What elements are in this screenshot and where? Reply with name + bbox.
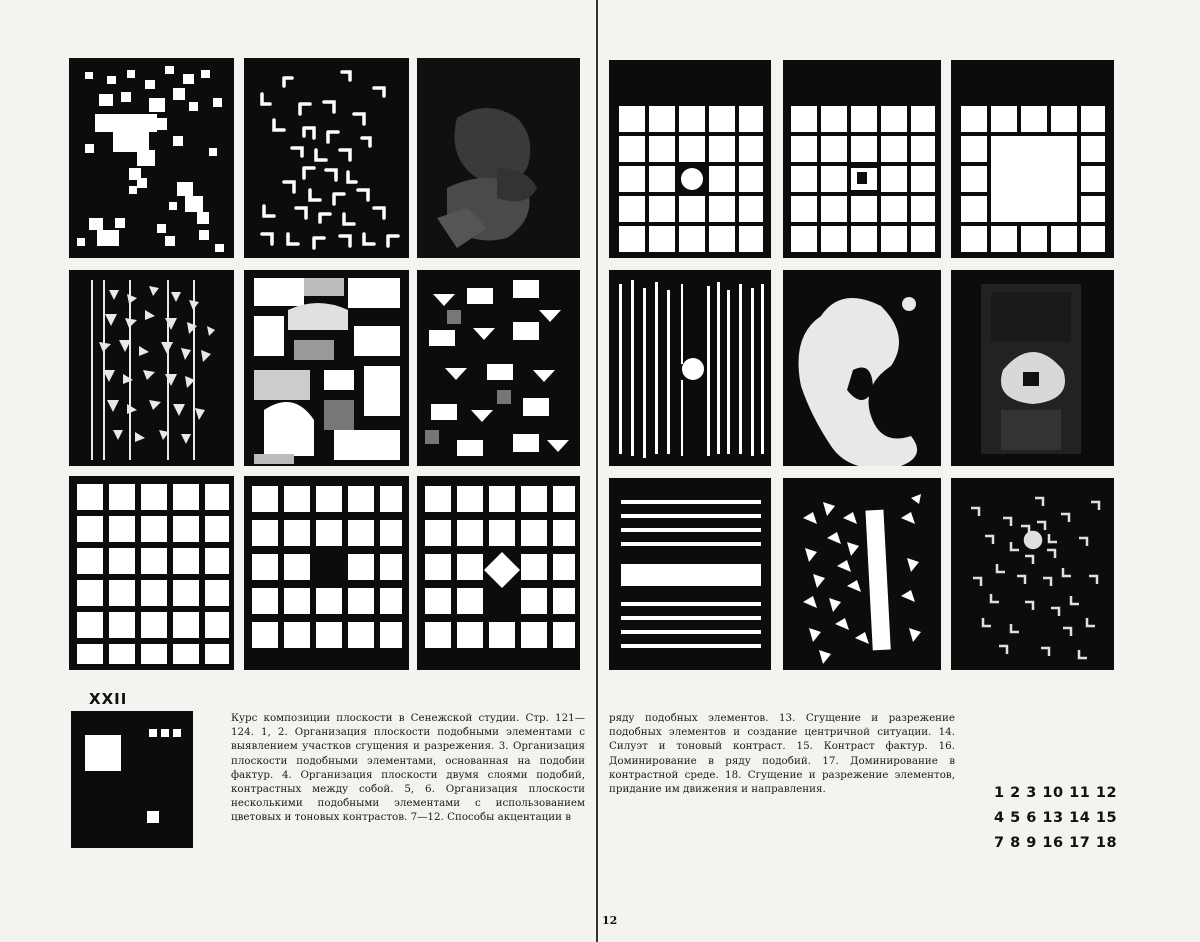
plate-2 xyxy=(244,58,409,258)
plate-3 xyxy=(417,58,580,258)
plate-10 xyxy=(609,60,771,258)
plate-thumbnail xyxy=(71,711,193,848)
plate-5 xyxy=(244,270,409,466)
plate-4 xyxy=(69,270,234,466)
plate-13 xyxy=(609,270,771,466)
caption-left: Курс композиции плоскости в Сенежской студии. Стр. 121—124. 1, 2. Организация плоскости подобными элементами с выявлением участков сгущения и разрежения. 3. Организация плоскости подобными элементами, основанная на подобии фактур. 4. Организация плоскости двумя слоями подобий, контрастных между собой. 5, 6. Организация плоскости несколькими подобными элементами с использованием цветовых и тоновых контрастов. 7—12. Способы акцентации в xyxy=(231,712,585,824)
plate-17 xyxy=(783,478,941,670)
legend-row-1: 1 2 3 10 11 12 xyxy=(994,785,1118,801)
plate-7 xyxy=(69,476,234,670)
plate-1 xyxy=(69,58,234,258)
page-number: 12 xyxy=(602,914,618,927)
plate-number: XXII xyxy=(89,690,128,708)
plate-18 xyxy=(951,478,1114,670)
plate-14 xyxy=(783,270,941,466)
plate-8 xyxy=(244,476,409,670)
plate-9 xyxy=(417,476,580,670)
legend-row-2: 4 5 6 13 14 15 xyxy=(994,810,1118,826)
plate-16 xyxy=(609,478,771,670)
plate-15 xyxy=(951,270,1114,466)
plate-12 xyxy=(951,60,1114,258)
caption-right: ряду подобных элементов. 13. Сгущение и разрежение подобных элементов и создание центричной ситуации. 14. Силуэт и тоновый контраст. 15. Контраст фактур. 16. Доминирование в ряду подобий. 17. Доминирование в контрастной среде. 18. Сгущение и разрежение элементов, придание им движения и направления. xyxy=(609,712,955,796)
plate-11 xyxy=(783,60,941,258)
legend-row-3: 7 8 9 16 17 18 xyxy=(994,835,1118,851)
plate-6 xyxy=(417,270,580,466)
book-spine xyxy=(596,0,598,942)
plate-legend xyxy=(994,781,1117,856)
